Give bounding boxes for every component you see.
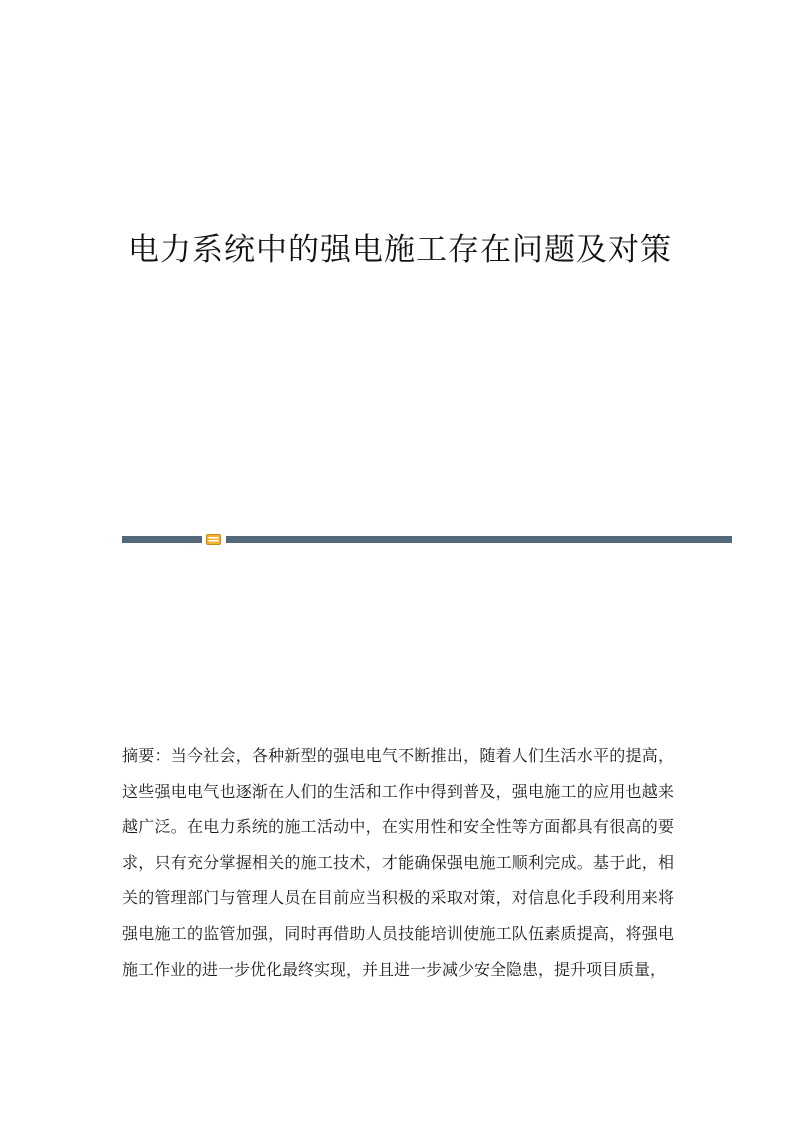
section-divider	[122, 533, 732, 545]
abstract-label: 摘要：	[122, 746, 171, 765]
folder-emblem-icon	[206, 533, 221, 545]
abstract-text: 当今社会，各种新型的强电电气不断推出，随着人们生活水平的提高，这些强电电气也逐渐在人们的生活和工作中得到普及，强电施工的应用也越来越广泛。在电力系统的施工活动中，在实用性和安全性等方面都具有很高的要求，只有充分掌握相关的施工技术，才能确保强电施工顺利完成。基于此，相关的管理部门与管理人员在目前应当积极的采取对策，对信息化手段利用来将强电施工的监管加强，同时再借助人员技能培训使施工队伍素质提高，将强电施工作业的进一步优化最终实现，并且进一步减少安全隐患，提升项目质量，	[122, 746, 674, 979]
divider-bar-right	[226, 536, 732, 543]
abstract-section	[122, 738, 674, 987]
divider-bar-left	[122, 536, 202, 543]
document-title: 电力系统中的强电施工存在问题及对策	[128, 232, 672, 268]
abstract-paragraph	[122, 738, 674, 987]
